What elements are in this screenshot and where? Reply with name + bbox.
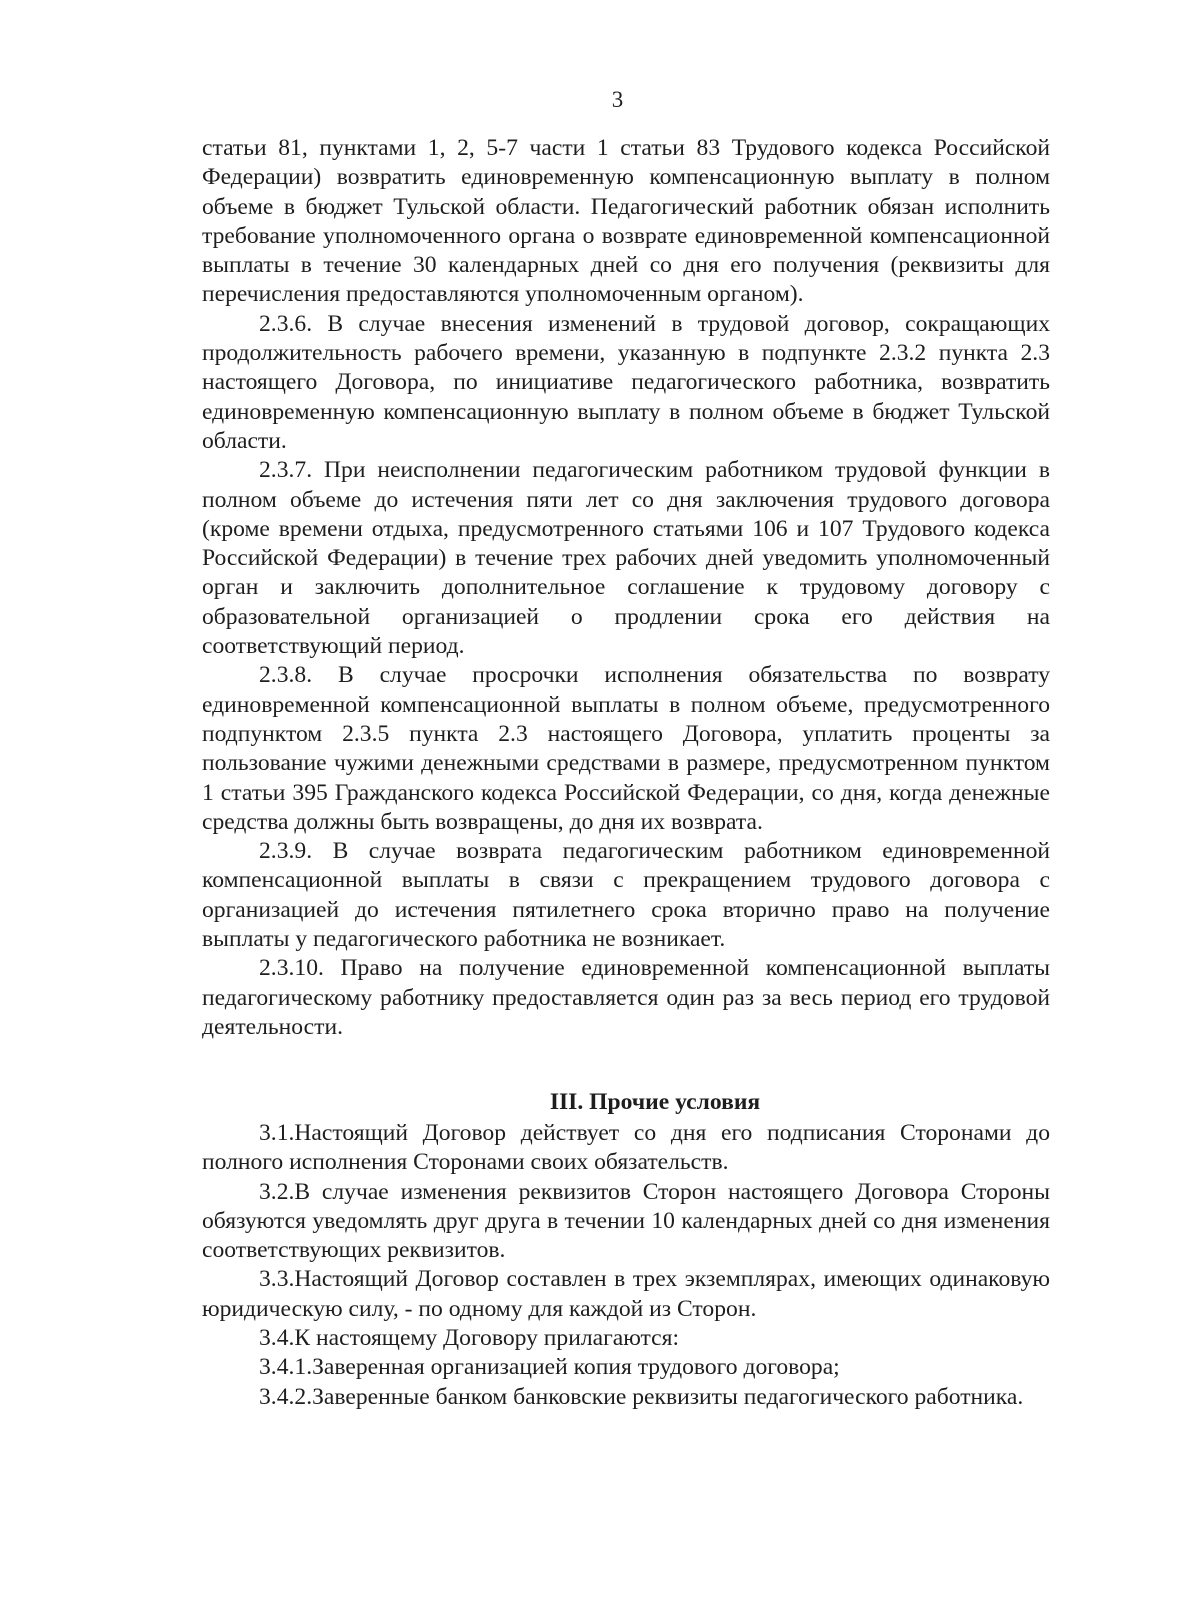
- clause-2-3-8: 2.3.8. В случае просрочки исполнения обязательства по возврату единовременной компенсационной выплаты в полном объеме, предусмотренного подпунктом 2.3.5 пункта 2.3 настоящего Договора, уплатить проценты за пользование чужими денежными средствами в размере, предусмотренном пунктом 1 статьи 395 Гражданского кодекса Российской Федерации, со дня, когда денежные средства должны быть возвращены, до дня их возврата.: [202, 662, 1050, 835]
- clause-3-4-2: 3.4.2.Заверенные банком банковские реквизиты педагогического работника.: [259, 1383, 1024, 1410]
- clause-2-3-9: 2.3.9. В случае возврата педагогическим работником единовременной компенсационной выплаты в связи с прекращением трудового договора с организацией до истечения пятилетнего срока вторично право на получение выплаты у педагогического работника не возникает.: [202, 838, 1050, 953]
- contract-clauses-section-3: [202, 1119, 1050, 1412]
- clause-3-4: 3.4.К настоящему Договору прилагаются:: [259, 1325, 680, 1352]
- clause-2-3-5-continuation: статьи 81, пунктами 1, 2, 5-7 части 1 статьи 83 Трудового кодекса Российской Федерации) возвратить единовременную компенсационную выплату в полном объеме в бюджет Тульской области. Педагогический работник обязан исполнить требование уполномоченного органа о возврате единовременной компенсационной выплаты в течение 30 календарных дней со дня его получения (реквизиты для перечисления предоставляются уполномоченным органом).: [202, 135, 1050, 308]
- clause-3-4-1: 3.4.1.Заверенная организацией копия трудового договора;: [259, 1354, 840, 1381]
- clause-2-3-7: 2.3.7. При неисполнении педагогическим работником трудовой функции в полном объеме до истечения пяти лет со дня заключения трудового договора (кроме времени отдыха, предусмотренного статьями 106 и 107 Трудового кодекса Российской Федерации) в течение трех рабочих дней уведомить уполномоченный орган и заключить дополнительное соглашение к трудовому договору с образовательной организацией о продлении срока его действия на соответствующий период.: [202, 457, 1050, 660]
- clause-3-2: 3.2.В случае изменения реквизитов Сторон настоящего Договора Стороны обязуются уведомлять друг друга в течении 10 календарных дней со дня изменения соответствующих реквизитов.: [202, 1178, 1050, 1264]
- section-title-other-conditions: III. Прочие условия: [549, 1089, 761, 1115]
- clause-2-3-6: 2.3.6. В случае внесения изменений в трудовой договор, сокращающих продолжительность рабочего времени, указанную в подпункте 2.3.2 пункта 2.3 настоящего Договора, по инициативе педагогического работника, возвратить единовременную компенсационную выплату в полном объеме в бюджет Тульской области.: [202, 310, 1050, 454]
- page-number: 3: [611, 87, 624, 112]
- clause-2-3-10: 2.3.10. Право на получение единовременной компенсационной выплаты педагогическому работнику предоставляется один раз за весь период его трудовой деятельности.: [202, 955, 1050, 1040]
- clause-3-3: 3.3.Настоящий Договор составлен в трех экземплярах, имеющих одинаковую юридическую силу, - по одному для каждой из Сторон.: [202, 1266, 1050, 1322]
- contract-clauses-section-2: [202, 134, 1050, 1042]
- clause-3-1: 3.1.Настоящий Договор действует со дня его подписания Сторонами до полного исполнения Сторонами своих обязательств.: [202, 1120, 1050, 1176]
